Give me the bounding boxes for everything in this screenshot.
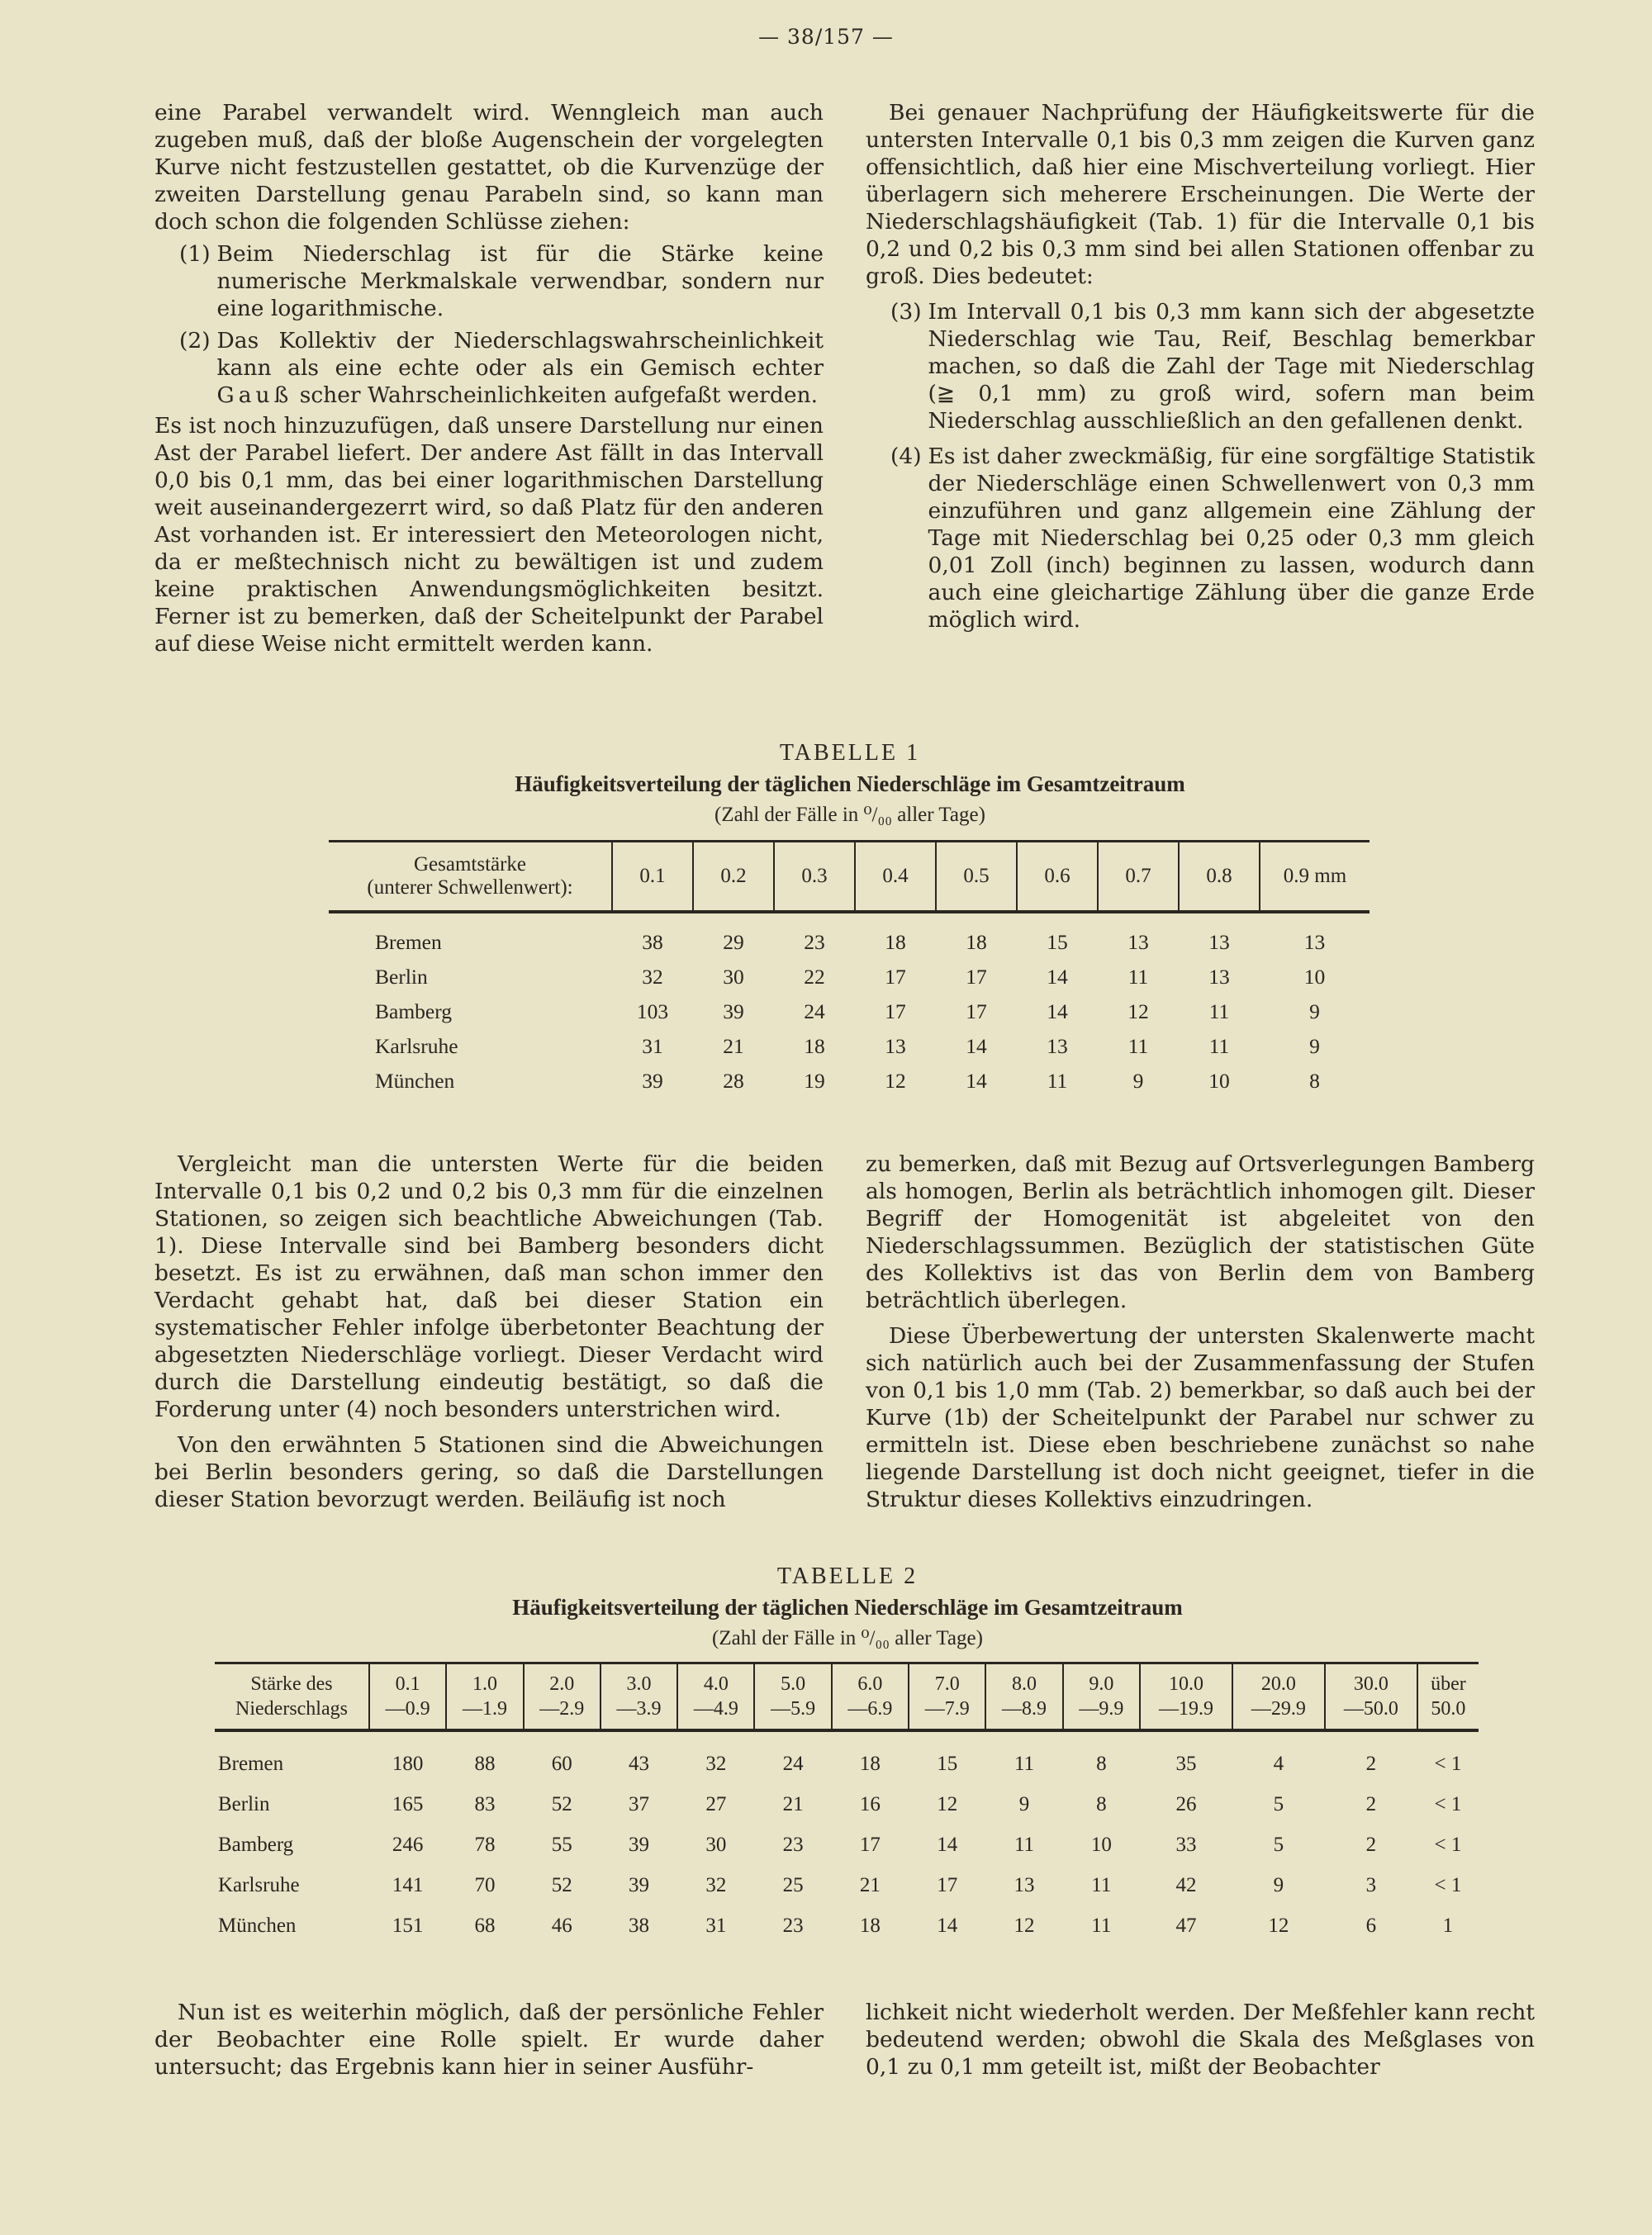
table-cell: 5 <box>1273 1792 1284 1815</box>
table-1 <box>329 840 1370 1099</box>
list-number: (4) <box>890 444 922 469</box>
table-cell: 18 <box>804 1034 825 1058</box>
table-cell: 9 <box>1132 1069 1144 1093</box>
table-cell: 17 <box>966 965 987 989</box>
table-row <box>215 1825 1479 1865</box>
table-cell: 39 <box>629 1833 650 1856</box>
column-header-bottom: —9.9 <box>1079 1698 1124 1720</box>
list-text: Beim Niederschlag ist für die Stärke keine numerische Merkmalskale verwendbar, sondern nur eine logarithmische. <box>216 241 824 321</box>
list-item-1 <box>179 240 824 322</box>
column-header-top: 1.0 <box>472 1673 497 1695</box>
column-header-bottom: —7.9 <box>924 1698 970 1720</box>
table-subtitle: (Zahl der Fälle in ⁰/₀₀ aller Tage) <box>712 1627 983 1649</box>
table-cell: 16 <box>859 1792 881 1815</box>
table-cell: 43 <box>629 1752 650 1775</box>
table-cell: 2 <box>1365 1792 1377 1815</box>
table-cell: 2 <box>1365 1752 1377 1775</box>
table-cell: 52 <box>551 1792 572 1815</box>
left-column-bottom <box>154 1999 824 2081</box>
table-cell: 10 <box>1090 1833 1112 1856</box>
table-cell: 70 <box>474 1873 496 1896</box>
column-header: 0.3 <box>774 842 855 913</box>
table-cell: 12 <box>937 1792 958 1815</box>
table-cell: 17 <box>966 999 987 1023</box>
table-row <box>329 994 1370 1029</box>
table-cell: 8 <box>1309 1069 1320 1093</box>
table-cell: 1 <box>1442 1914 1454 1937</box>
table-cell: 17 <box>859 1833 881 1856</box>
column-header <box>601 1663 677 1731</box>
station-name: Bremen <box>218 1752 284 1775</box>
table-cell: < 1 <box>1434 1873 1462 1896</box>
station-name: München <box>375 1069 455 1093</box>
column-header-bottom: —6.9 <box>847 1698 893 1720</box>
list-item-3 <box>890 298 1535 434</box>
table-cell: < 1 <box>1434 1833 1462 1856</box>
table-1-block <box>329 740 1371 1099</box>
table-cell: 14 <box>937 1914 958 1937</box>
column-header-top: 30.0 <box>1353 1673 1389 1695</box>
table-cell: 11 <box>1047 1069 1068 1093</box>
table-row <box>329 1064 1370 1099</box>
column-header <box>1140 1663 1232 1731</box>
intro-paragraph: eine Parabel verwandelt wird. Wenngleich man auch zugeben muß, daß der bloße Augenschein der vorgelegten Kurve nicht festzustellen gestattet, ob die Kurvenzüge der zweiten Darstellung genau Parabeln sind, so kann man doch schon die folgenden Schlüsse ziehen: <box>154 100 824 235</box>
table-cell: < 1 <box>1434 1792 1462 1815</box>
column-header-bottom: —29.9 <box>1251 1698 1306 1720</box>
table-cell: 11 <box>1091 1914 1112 1937</box>
table-cell: 29 <box>723 930 744 954</box>
table-cell: 15 <box>1047 930 1068 954</box>
column-header: 0.1 <box>612 842 693 913</box>
table-cell: 13 <box>1208 965 1230 989</box>
header-line: Niederschlags <box>235 1698 348 1720</box>
table-cell: 17 <box>885 965 906 989</box>
table-header-row <box>215 1663 1479 1731</box>
table-cell: 9 <box>1309 1034 1320 1058</box>
body-paragraph: Vergleicht man die untersten Werte für die beiden Intervalle 0,1 bis 0,2 und 0,2 bis 0,3 mm für die einzelnen Stationen, so zeigen sich beachtliche Abweichungen (Tab. 1). Diese Intervalle sind bei Bamberg besonders dicht besetzt. Es ist zu erwähnen, daß man schon immer den Verdacht gehabt hat, daß bei dieser Station ein systematischer Fehler infolge überbetonter Beachtung der abgesetzten Niederschläge vorliegt. Dieser Verdacht wird durch die Darstellung eindeutig bestätigt, so daß die Forderung unter (4) noch besonders unterstrichen wird. <box>154 1151 824 1422</box>
column-header <box>985 1663 1062 1731</box>
table-row <box>215 1905 1479 1946</box>
body-paragraph: Bei genauer Nachprüfung der Häufigkeitswerte für die untersten Intervalle 0,1 bis 0,3 mm zeigen die Kurven ganz offensichtlich, daß hier eine Mischverteilung vorliegt. Hier überlagern sich meherere Erscheinungen. Die Werte der Niederschlagshäufigkeit (Tab. 1) für die Intervalle 0,1 bis 0,2 und 0,2 bis 0,3 mm sind bei allen Stationen offenbar zu groß. Dies bedeutet: <box>866 100 1535 289</box>
table-cell: 2 <box>1365 1833 1377 1856</box>
station-name: München <box>218 1914 297 1937</box>
header-label <box>329 842 612 913</box>
header-line: (unterer Schwellenwert): <box>367 876 573 899</box>
column-header-top: 2.0 <box>549 1673 575 1695</box>
table-cell: 31 <box>705 1914 727 1937</box>
table-cell: 11 <box>1127 1034 1149 1058</box>
table-cell: 12 <box>885 1069 906 1093</box>
table-cell: 141 <box>392 1873 424 1896</box>
column-header <box>754 1663 831 1731</box>
table-cell: 21 <box>723 1034 744 1058</box>
table-row <box>329 1029 1370 1064</box>
table-cell: 151 <box>392 1914 424 1937</box>
column-header-bottom: —5.9 <box>771 1698 816 1720</box>
table-cell: 17 <box>937 1873 958 1896</box>
list-number: (3) <box>890 299 922 325</box>
table-cell: 165 <box>392 1792 424 1815</box>
table-cell: 18 <box>859 1752 881 1775</box>
table-cell: 14 <box>966 1034 987 1058</box>
right-column-bottom <box>866 1999 1535 2081</box>
table-cell: 21 <box>859 1873 881 1896</box>
table-cell: 22 <box>804 965 825 989</box>
table-cell: 25 <box>782 1873 804 1896</box>
table-cell: 30 <box>705 1833 727 1856</box>
table-cell: 13 <box>1208 930 1230 954</box>
column-header-top: 10.0 <box>1168 1673 1203 1695</box>
right-column-middle <box>866 1151 1535 1513</box>
table-cell: 30 <box>723 965 744 989</box>
table-cell: 33 <box>1175 1833 1197 1856</box>
column-header: 0.4 <box>855 842 936 913</box>
table-row <box>215 1865 1479 1905</box>
list-text-b: scher Wahrscheinlichkeiten aufgefaßt werden. <box>299 382 818 408</box>
table-subtitle: (Zahl der Fälle in ⁰/₀₀ aller Tage) <box>714 804 985 826</box>
column-header-top: 8.0 <box>1012 1673 1037 1695</box>
table-row <box>215 1784 1479 1825</box>
body-paragraph: Diese Überbewertung der untersten Skalenwerte macht sich natürlich auch bei der Zusammenfassung der Stufen von 0,1 bis 1,0 mm (Tab. 2) bemerkbar, so daß auch bei der Kurve (1b) der Scheitelpunkt der Parabel nur schwer zu ermitteln ist. Diese eben beschriebene zunächst so nahe liegende Darstellung ist doch nicht geeignet, tiefer in die Struktur dieses Kollektivs einzudringen. <box>866 1323 1535 1512</box>
table-cell: 3 <box>1365 1873 1377 1896</box>
table-cell: 8 <box>1096 1792 1107 1815</box>
column-header <box>909 1663 985 1731</box>
table-row <box>329 960 1370 994</box>
table-cell: 38 <box>629 1914 650 1937</box>
table-cell: 28 <box>723 1069 744 1093</box>
table-cell: 6 <box>1365 1914 1377 1937</box>
person-name: Gauß <box>216 382 293 408</box>
table-cell: 12 <box>1268 1914 1289 1937</box>
left-column-middle <box>154 1151 824 1513</box>
table-cell: 11 <box>1014 1752 1035 1775</box>
table-cell: 10 <box>1208 1069 1230 1093</box>
list-item-2 <box>179 327 824 409</box>
table-cell: 11 <box>1091 1873 1112 1896</box>
table-cell: 39 <box>723 999 744 1023</box>
table-header-row <box>329 842 1370 913</box>
table-cell: 14 <box>1047 965 1068 989</box>
table-cell: 55 <box>551 1833 572 1856</box>
table-cell: 180 <box>392 1752 424 1775</box>
left-column-top <box>154 99 824 657</box>
table-cell: 32 <box>705 1752 727 1775</box>
table-cell: 23 <box>804 930 825 954</box>
column-header-bottom: —2.9 <box>539 1698 585 1720</box>
column-header: 0.6 <box>1017 842 1098 913</box>
column-header <box>1063 1663 1140 1731</box>
body-paragraph: zu bemerken, daß mit Bezug auf Ortsverlegungen Bamberg als homogen, Berlin als beträchtlich inhomogen gilt. Dieser Begriff der Homogenität ist abgeleitet von den Niederschlagssummen. Bezüglich der statistischen Güte des Kollektivs ist das von Berlin dem von Bamberg beträchtlich überlegen. <box>866 1151 1535 1313</box>
table-cell: 27 <box>705 1792 727 1815</box>
table-cell: 18 <box>966 930 987 954</box>
column-header: 0.5 <box>936 842 1017 913</box>
table-cell: 24 <box>782 1752 804 1775</box>
table-cell: 9 <box>1273 1873 1284 1896</box>
column-header <box>1417 1663 1479 1731</box>
column-header <box>1325 1663 1417 1731</box>
table-2-block <box>215 1564 1480 1946</box>
column-header-bottom: —3.9 <box>616 1698 662 1720</box>
column-header-bottom: —50.0 <box>1343 1698 1398 1720</box>
column-header-top: 9.0 <box>1089 1673 1114 1695</box>
table-cell: 18 <box>859 1914 881 1937</box>
table-cell: 78 <box>474 1833 496 1856</box>
table-cell: 46 <box>551 1914 572 1937</box>
table-cell: 12 <box>1014 1914 1035 1937</box>
table-cell: 52 <box>551 1873 572 1896</box>
header-line: Gesamtstärke <box>413 853 527 875</box>
table-cell: 24 <box>804 999 825 1023</box>
station-name: Bamberg <box>218 1833 294 1856</box>
column-header: 0.9 mm <box>1260 842 1370 913</box>
column-header-top: 7.0 <box>934 1673 960 1695</box>
table-cell: 21 <box>782 1792 804 1815</box>
column-header-bottom: —1.9 <box>462 1698 507 1720</box>
table-cell: 23 <box>782 1914 804 1937</box>
page-number: — 38/157 — <box>758 25 894 49</box>
table-cell: 14 <box>966 1069 987 1093</box>
table-cell: 32 <box>705 1873 727 1896</box>
table-cell: 13 <box>1014 1873 1035 1896</box>
body-paragraph: Nun ist es weiterhin möglich, daß der persönliche Fehler der Beobachter eine Rolle spielt. Er wurde daher untersucht; das Ergebnis kann hier in seiner Ausführ- <box>154 2000 824 2080</box>
table-cell: 83 <box>474 1792 496 1815</box>
column-header-bottom: —0.9 <box>385 1698 430 1720</box>
column-header-top: 3.0 <box>626 1673 652 1695</box>
list-text <box>217 327 824 409</box>
column-header <box>677 1663 754 1731</box>
column-header <box>524 1663 601 1731</box>
table-cell: 47 <box>1175 1914 1197 1937</box>
column-header <box>446 1663 523 1731</box>
table-cell: 31 <box>642 1034 663 1058</box>
column-header-bottom: —19.9 <box>1158 1698 1213 1720</box>
table-cell: 68 <box>474 1914 496 1937</box>
table-row <box>215 1744 1479 1784</box>
station-name: Bamberg <box>375 999 453 1023</box>
column-header: 0.7 <box>1098 842 1179 913</box>
station-name: Berlin <box>218 1792 270 1815</box>
station-name: Bremen <box>375 930 442 954</box>
body-paragraph: Es ist noch hinzuzufügen, daß unsere Darstellung nur einen Ast der Parabel liefert. Der andere Ast fällt in das Intervall 0,0 bis 0,1 mm, das bei einer logarithmischen Darstellung weit auseinandergezerrt wird, so daß Platz für den anderen Ast vorhanden ist. Er interessiert den Meteorologen nicht, da er meßtechnisch nicht zu bewältigen ist und zudem keine praktischen Anwendungsmöglichkeiten besitzt. Ferner ist zu bemerken, daß der Scheitelpunkt der Parabel auf diese Weise nicht ermittelt werden kann. <box>154 413 824 657</box>
table-cell: 10 <box>1303 965 1326 989</box>
table-cell: 13 <box>1047 1034 1068 1058</box>
table-cell: 38 <box>642 930 663 954</box>
column-header: 0.2 <box>693 842 774 913</box>
station-name: Berlin <box>375 965 428 989</box>
column-header-bottom: —4.9 <box>693 1698 738 1720</box>
header-line: Stärke des <box>250 1673 333 1695</box>
list-item-4 <box>890 443 1535 633</box>
table-title: Häufigkeitsverteilung der täglichen Niederschläge im Gesamtzeitraum <box>512 1595 1183 1620</box>
column-header <box>369 1663 446 1731</box>
table-cell: 9 <box>1309 999 1320 1023</box>
column-header-top: über <box>1431 1673 1466 1695</box>
column-header-top: 0.1 <box>395 1673 420 1695</box>
list-number: (2) <box>179 328 211 354</box>
header-label <box>215 1663 369 1731</box>
column-header: 0.8 <box>1179 842 1260 913</box>
list-number: (1) <box>179 241 211 267</box>
column-header-bottom: —8.9 <box>1002 1698 1047 1720</box>
table-cell: 4 <box>1273 1752 1284 1775</box>
table-cell: 88 <box>474 1752 496 1775</box>
column-header-top: 4.0 <box>703 1673 729 1695</box>
table-cell: 11 <box>1014 1833 1035 1856</box>
right-column-top <box>866 99 1535 637</box>
list-text-a: Das Kollektiv der Niederschlagswahrscheinlichkeit kann als eine echte oder als ein Gemisch echter <box>216 328 824 381</box>
table-cell: 13 <box>885 1034 906 1058</box>
table-cell: 11 <box>1208 999 1230 1023</box>
station-name: Karlsruhe <box>375 1034 458 1058</box>
table-cell: 39 <box>629 1873 650 1896</box>
table-cell: 12 <box>1127 999 1149 1023</box>
table-cell: 35 <box>1175 1752 1197 1775</box>
station-name: Karlsruhe <box>218 1873 300 1896</box>
column-header-bottom: 50.0 <box>1431 1698 1466 1720</box>
table-cell: < 1 <box>1434 1752 1462 1775</box>
table-cell: 17 <box>885 999 906 1023</box>
table-cell: 39 <box>642 1069 663 1093</box>
body-paragraph: lichkeit nicht wiederholt werden. Der Meßfehler kann recht bedeutend werden; obwohl die Skala des Meßglases von 0,1 zu 0,1 mm geteilt ist, mißt der Beobachter <box>866 2000 1535 2080</box>
table-cell: 32 <box>642 965 663 989</box>
table-row <box>329 925 1370 960</box>
table-cell: 103 <box>636 999 669 1023</box>
column-header <box>1232 1663 1325 1731</box>
table-label: TABELLE 2 <box>776 1564 919 1589</box>
column-header-top: 6.0 <box>857 1673 883 1695</box>
table-cell: 14 <box>1047 999 1068 1023</box>
table-cell: 19 <box>804 1069 825 1093</box>
table-cell: 18 <box>885 930 906 954</box>
column-header <box>832 1663 909 1731</box>
table-cell: 14 <box>937 1833 958 1856</box>
body-paragraph: Von den erwähnten 5 Stationen sind die Abweichungen bei Berlin besonders gering, so daß die Darstellungen dieser Station bevorzugt werden. Beiläufig ist noch <box>154 1432 824 1512</box>
table-cell: 60 <box>551 1752 572 1775</box>
table-title: Häufigkeitsverteilung der täglichen Niederschläge im Gesamtzeitraum <box>515 771 1185 796</box>
table-cell: 15 <box>937 1752 958 1775</box>
table-cell: 23 <box>782 1833 804 1856</box>
table-2 <box>215 1662 1479 1946</box>
table-cell: 26 <box>1175 1792 1197 1815</box>
table-cell: 9 <box>1018 1792 1030 1815</box>
table-label: TABELLE 1 <box>779 740 921 766</box>
list-text: Es ist daher zweckmäßig, für eine sorgfältige Statistik der Niederschläge einen Schwellenwert von 0,3 mm einzuführen und ganz allgemein eine Zählung der Tage mit Niederschlag bei 0,25 oder 0,3 mm gleich 0,01 Zoll (inch) beginnen zu lassen, wodurch dann auch eine gleichartige Zählung über die ganze Erde möglich wird. <box>928 444 1535 633</box>
table-cell: 11 <box>1208 1034 1230 1058</box>
table-cell: 13 <box>1303 930 1326 954</box>
table-cell: 8 <box>1096 1752 1107 1775</box>
table-cell: 246 <box>392 1833 424 1856</box>
column-header-top: 5.0 <box>781 1673 806 1695</box>
column-header-top: 20.0 <box>1260 1673 1296 1695</box>
table-cell: 37 <box>629 1792 650 1815</box>
list-text: Im Intervall 0,1 bis 0,3 mm kann sich der abgesetzte Niederschlag wie Tau, Reif, Beschlag bemerkbar machen, so daß die Zahl der Tage mit Niederschlag (≧ 0,1 mm) zu groß wird, sofern man beim Niederschlag ausschließlich an den gefallenen denkt. <box>928 299 1535 434</box>
table-cell: 11 <box>1127 965 1149 989</box>
table-cell: 5 <box>1273 1833 1284 1856</box>
table-cell: 42 <box>1175 1873 1197 1896</box>
table-cell: 13 <box>1127 930 1149 954</box>
